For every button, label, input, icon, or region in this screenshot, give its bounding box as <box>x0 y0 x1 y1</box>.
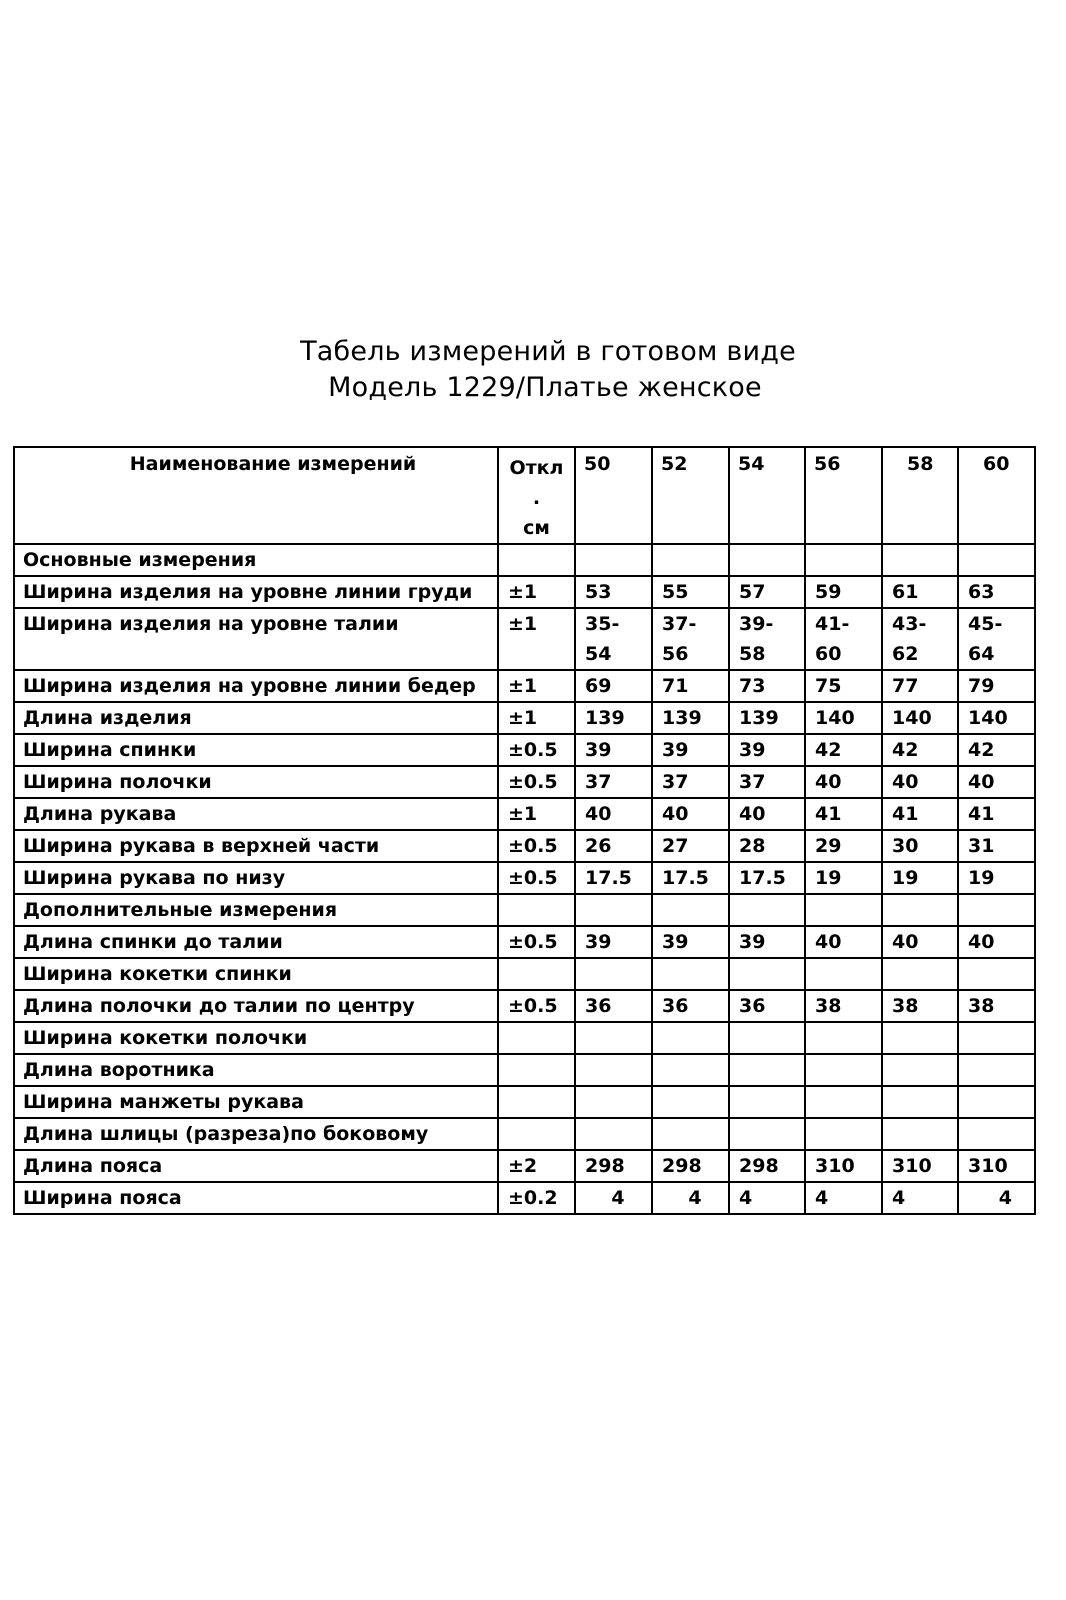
size-value: 39 <box>652 926 729 958</box>
header-size: 50 <box>575 447 652 544</box>
title-line-2: Модель 1229/Платье женское <box>328 372 762 403</box>
size-value: 140 <box>958 702 1035 734</box>
size-value: 41 <box>958 798 1035 830</box>
measurement-name: Ширина кокетки полочки <box>14 1022 498 1054</box>
size-value <box>729 1054 805 1086</box>
measurement-name: Ширина изделия на уровне линии груди <box>14 576 498 608</box>
size-value <box>958 1118 1035 1150</box>
measurement-name: Ширина кокетки спинки <box>14 958 498 990</box>
size-value: 37 <box>652 766 729 798</box>
size-value: 4 <box>882 1182 958 1214</box>
measurement-name: Длина полочки до талии по центру <box>14 990 498 1022</box>
size-value-part: 45- <box>968 613 1003 635</box>
size-value: 71 <box>652 670 729 702</box>
size-value: 38 <box>882 990 958 1022</box>
size-value <box>805 958 882 990</box>
tolerance-value: ±1 <box>498 670 575 702</box>
size-value: 298 <box>729 1150 805 1182</box>
size-value: 53 <box>575 576 652 608</box>
tolerance-value: ±1 <box>498 608 575 670</box>
size-value <box>575 1022 652 1054</box>
measurements-table <box>13 446 1036 1215</box>
table-row <box>14 670 1035 702</box>
size-value <box>575 1086 652 1118</box>
size-value: 63 <box>958 576 1035 608</box>
tolerance-value: ±1 <box>498 702 575 734</box>
size-value: 36 <box>575 990 652 1022</box>
size-value <box>575 1118 652 1150</box>
size-value: 40 <box>882 926 958 958</box>
size-value <box>882 1054 958 1086</box>
size-value: 4 <box>575 1182 652 1214</box>
document-title <box>0 334 1066 406</box>
size-value: 75 <box>805 670 882 702</box>
size-value: 26 <box>575 830 652 862</box>
size-value: 61 <box>882 576 958 608</box>
size-value: 41 <box>805 798 882 830</box>
size-value: 36 <box>729 990 805 1022</box>
size-value: 139 <box>729 702 805 734</box>
tolerance-value <box>498 894 575 926</box>
size-value <box>882 958 958 990</box>
measurement-name: Длина шлицы (разреза)по боковому <box>14 1118 498 1150</box>
size-value <box>652 544 729 576</box>
tolerance-value <box>498 958 575 990</box>
table-row <box>14 1086 1035 1118</box>
table-row <box>14 1150 1035 1182</box>
tolerance-value: ±0.5 <box>498 766 575 798</box>
size-value: 40 <box>882 766 958 798</box>
table-row <box>14 830 1035 862</box>
table-row <box>14 862 1035 894</box>
table-row <box>14 926 1035 958</box>
size-value: 38 <box>958 990 1035 1022</box>
tolerance-value: ±0.5 <box>498 830 575 862</box>
tolerance-value: ±0.5 <box>498 926 575 958</box>
size-value: 19 <box>958 862 1035 894</box>
size-value-part: 64 <box>968 643 995 665</box>
measurement-name: Ширина рукава в верхней части <box>14 830 498 862</box>
size-value: 139 <box>652 702 729 734</box>
table-row <box>14 990 1035 1022</box>
size-value: 36 <box>652 990 729 1022</box>
size-value: 42 <box>958 734 1035 766</box>
tolerance-value <box>498 1022 575 1054</box>
size-value <box>729 608 805 670</box>
size-value: 42 <box>805 734 882 766</box>
tolerance-value <box>498 544 575 576</box>
table-row <box>14 1182 1035 1214</box>
size-value <box>882 1086 958 1118</box>
header-size: 56 <box>805 447 882 544</box>
size-value: 39 <box>652 734 729 766</box>
table-row <box>14 1022 1035 1054</box>
header-name-label: Наименование измерений <box>129 453 417 475</box>
size-value: 310 <box>805 1150 882 1182</box>
measurement-name: Дополнительные измерения <box>14 894 498 926</box>
size-value: 29 <box>805 830 882 862</box>
table-row <box>14 544 1035 576</box>
size-value: 17.5 <box>575 862 652 894</box>
size-value: 40 <box>729 798 805 830</box>
size-value: 55 <box>652 576 729 608</box>
size-value <box>882 1118 958 1150</box>
header-size: 54 <box>729 447 805 544</box>
measurements-body <box>14 544 1035 1214</box>
size-value <box>729 1086 805 1118</box>
table-row <box>14 734 1035 766</box>
measurement-name: Ширина манжеты рукава <box>14 1086 498 1118</box>
table-row <box>14 958 1035 990</box>
header-tolerance-dot: . <box>532 487 541 509</box>
size-value <box>958 1054 1035 1086</box>
header-size: 52 <box>652 447 729 544</box>
measurement-name: Длина спинки до талии <box>14 926 498 958</box>
size-value: 298 <box>575 1150 652 1182</box>
size-value-part: 35- <box>585 613 620 635</box>
tolerance-value: ±1 <box>498 798 575 830</box>
table-row <box>14 608 1035 670</box>
size-value: 4 <box>652 1182 729 1214</box>
size-value: 298 <box>652 1150 729 1182</box>
size-value <box>575 608 652 670</box>
size-value <box>882 544 958 576</box>
size-value-part: 39- <box>739 613 774 635</box>
measurement-name: Длина пояса <box>14 1150 498 1182</box>
size-value <box>575 544 652 576</box>
size-value <box>882 1022 958 1054</box>
size-value: 40 <box>805 766 882 798</box>
size-value <box>882 894 958 926</box>
size-value: 77 <box>882 670 958 702</box>
header-name-cell <box>14 447 498 544</box>
tolerance-value <box>498 1086 575 1118</box>
table-row <box>14 702 1035 734</box>
size-value: 37 <box>729 766 805 798</box>
size-value <box>575 1054 652 1086</box>
size-value <box>805 1054 882 1086</box>
size-value <box>729 958 805 990</box>
size-value: 30 <box>882 830 958 862</box>
tolerance-value: ±0.5 <box>498 862 575 894</box>
tolerance-value: ±2 <box>498 1150 575 1182</box>
size-value <box>652 1118 729 1150</box>
size-value <box>958 1086 1035 1118</box>
size-value <box>958 894 1035 926</box>
header-tolerance-cell <box>498 447 575 544</box>
size-value: 19 <box>882 862 958 894</box>
size-value: 79 <box>958 670 1035 702</box>
size-value: 42 <box>882 734 958 766</box>
tolerance-value: ±1 <box>498 576 575 608</box>
size-value <box>958 958 1035 990</box>
table-row <box>14 576 1035 608</box>
size-value <box>652 958 729 990</box>
size-value: 39 <box>575 926 652 958</box>
size-value <box>958 1022 1035 1054</box>
size-value <box>575 894 652 926</box>
size-value: 19 <box>805 862 882 894</box>
size-value: 4 <box>805 1182 882 1214</box>
tolerance-value: ±0.2 <box>498 1182 575 1214</box>
size-value-part: 58 <box>739 643 766 665</box>
size-value-part: 43- <box>892 613 927 635</box>
size-value: 139 <box>575 702 652 734</box>
size-value: 73 <box>729 670 805 702</box>
table-row <box>14 798 1035 830</box>
size-value: 4 <box>729 1182 805 1214</box>
tolerance-value: ±0.5 <box>498 990 575 1022</box>
size-value: 59 <box>805 576 882 608</box>
size-value-part: 37- <box>662 613 697 635</box>
size-value: 40 <box>652 798 729 830</box>
size-value <box>652 1022 729 1054</box>
measurement-name: Ширина полочки <box>14 766 498 798</box>
size-value-part: 60 <box>815 643 842 665</box>
size-value: 39 <box>575 734 652 766</box>
measurement-name: Длина воротника <box>14 1054 498 1086</box>
measurement-name: Длина рукава <box>14 798 498 830</box>
size-value: 140 <box>882 702 958 734</box>
size-value <box>805 1022 882 1054</box>
measurement-name: Ширина изделия на уровне талии <box>14 608 498 670</box>
title-line-1: Табель измерений в готовом виде <box>300 336 796 367</box>
size-value: 140 <box>805 702 882 734</box>
tolerance-value <box>498 1054 575 1086</box>
measurement-name: Ширина рукава по низу <box>14 862 498 894</box>
size-value <box>805 544 882 576</box>
size-value: 17.5 <box>729 862 805 894</box>
size-value-part: 62 <box>892 643 919 665</box>
size-value-part: 56 <box>662 643 689 665</box>
tolerance-value: ±0.5 <box>498 734 575 766</box>
size-value <box>652 1054 729 1086</box>
size-value <box>805 1086 882 1118</box>
size-value: 39 <box>729 926 805 958</box>
size-value <box>652 1086 729 1118</box>
size-value: 40 <box>575 798 652 830</box>
size-value: 310 <box>882 1150 958 1182</box>
size-value: 17.5 <box>652 862 729 894</box>
table-row <box>14 766 1035 798</box>
size-value <box>958 608 1035 670</box>
size-value: 31 <box>958 830 1035 862</box>
size-value: 41 <box>882 798 958 830</box>
size-value <box>652 894 729 926</box>
header-size: 60 <box>958 447 1035 544</box>
table-row <box>14 1118 1035 1150</box>
header-tolerance-bottom: см <box>523 517 550 539</box>
size-value: 27 <box>652 830 729 862</box>
size-value: 69 <box>575 670 652 702</box>
size-value <box>805 894 882 926</box>
size-value: 37 <box>575 766 652 798</box>
size-value: 40 <box>958 766 1035 798</box>
measurement-name: Длина изделия <box>14 702 498 734</box>
header-row <box>14 447 1035 544</box>
size-value-part: 41- <box>815 613 850 635</box>
size-value: 39 <box>729 734 805 766</box>
size-value <box>882 608 958 670</box>
size-value <box>729 544 805 576</box>
size-value-part: 54 <box>585 643 612 665</box>
header-size: 58 <box>882 447 958 544</box>
size-value: 38 <box>805 990 882 1022</box>
measurement-name: Ширина изделия на уровне линии бедер <box>14 670 498 702</box>
size-value: 310 <box>958 1150 1035 1182</box>
header-tolerance-top: Откл <box>509 457 564 479</box>
size-value <box>729 1118 805 1150</box>
table-row <box>14 1054 1035 1086</box>
size-value <box>652 608 729 670</box>
measurement-name: Ширина спинки <box>14 734 498 766</box>
size-value <box>575 958 652 990</box>
size-value <box>729 1022 805 1054</box>
tolerance-value <box>498 1118 575 1150</box>
size-value <box>729 894 805 926</box>
size-value: 28 <box>729 830 805 862</box>
size-value <box>805 1118 882 1150</box>
size-value <box>805 608 882 670</box>
size-value: 57 <box>729 576 805 608</box>
size-value: 40 <box>805 926 882 958</box>
measurement-name: Ширина пояса <box>14 1182 498 1214</box>
table-row <box>14 894 1035 926</box>
size-value: 4 <box>958 1182 1035 1214</box>
size-value: 40 <box>958 926 1035 958</box>
size-value <box>958 544 1035 576</box>
measurement-name: Основные измерения <box>14 544 498 576</box>
